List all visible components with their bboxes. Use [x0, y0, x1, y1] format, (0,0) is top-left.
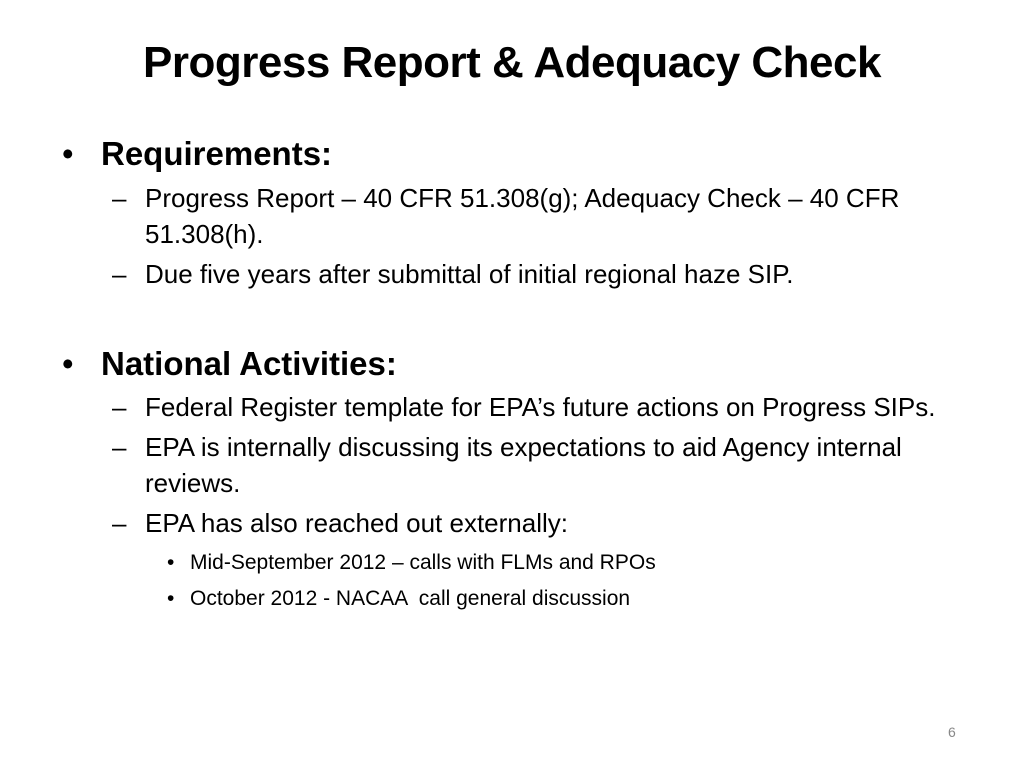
list-item-text: Progress Report – 40 CFR 51.308(g); Adequacy Check – 40 CFR 51.308(h). — [145, 182, 900, 249]
list-item-text: EPA has also reached out externally: — [145, 508, 568, 539]
sub-list-item-text: October 2012 - NACAA call general discussion — [190, 587, 631, 611]
sub-list-item — [62, 583, 962, 615]
list-item-text: Due five years after submittal of initial regional haze SIP. — [145, 258, 794, 289]
dash-icon: – — [112, 432, 127, 463]
list-item — [62, 180, 945, 252]
dash-icon: – — [112, 508, 127, 539]
list-item — [62, 429, 945, 501]
bullet-icon: • — [167, 551, 175, 575]
slide-body — [62, 134, 962, 615]
list-item-text: EPA is internally discussing its expectations to aid Agency internal reviews. — [145, 432, 902, 499]
list-item-text: Federal Register template for EPA’s future actions on Progress SIPs. — [145, 392, 936, 423]
bullet-icon: • — [62, 135, 74, 172]
page-number: 6 — [948, 724, 956, 740]
section-heading-national-activities — [62, 344, 962, 384]
sub-list-item — [62, 547, 962, 579]
dash-icon: – — [112, 182, 127, 213]
section-heading-requirements — [62, 134, 962, 174]
list-item — [62, 389, 945, 425]
bullet-icon: • — [167, 587, 175, 611]
bullet-icon: • — [62, 344, 74, 382]
list-item — [62, 505, 945, 541]
section-heading-label: National Activities: — [101, 344, 397, 382]
slide-title: Progress Report & Adequacy Check — [143, 38, 881, 87]
section-heading-label: Requirements: — [101, 135, 333, 172]
sub-list-item-text: Mid-September 2012 – calls with FLMs and RPOs — [190, 551, 656, 575]
dash-icon: – — [112, 392, 127, 423]
list-item — [62, 256, 945, 292]
dash-icon: – — [112, 258, 127, 289]
